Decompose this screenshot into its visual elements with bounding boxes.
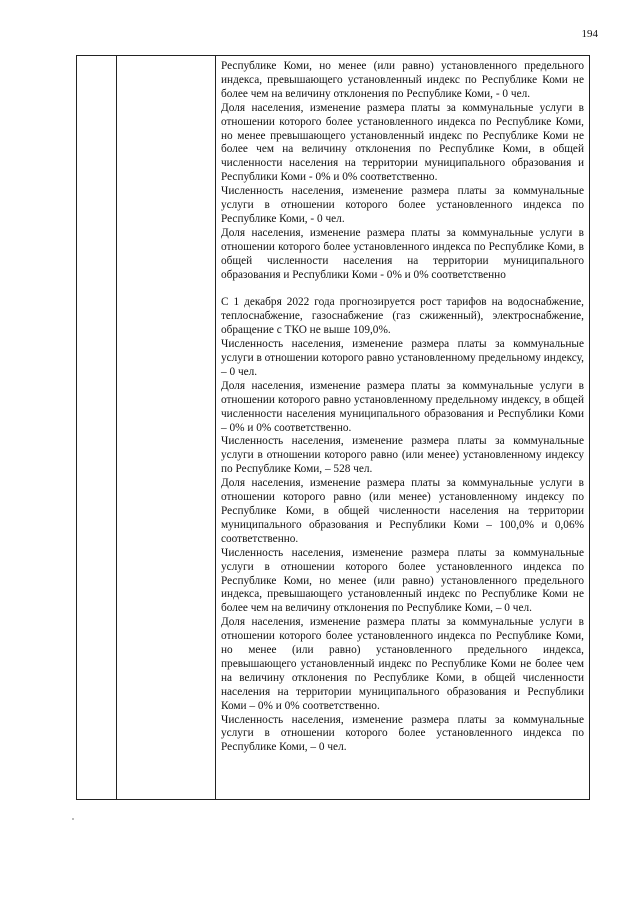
paragraph: Численность населения, изменение размера платы за коммунальные услуги в отношении которого равно (или менее) установленному индексу по Республике Коми, – 528 чел. (221, 435, 584, 476)
paragraph: Доля населения, изменение размера платы за коммунальные услуги в отношении которого равно установленному предельному индексу, в общей численности населения муниципального образования и Республики Коми – 0% и 0% соответственно. (221, 379, 584, 434)
paragraph: Численность населения, изменение размера платы за коммунальные услуги в отношении которого равно установленному предельному индексу, – 0 чел. (221, 338, 584, 378)
paragraph: Доля населения, изменение размера платы за коммунальные услуги в отношении которого более установленного индекса по Республике Коми, в общей численности населения на территории муниципального образования и Республики Коми - 0% и 0% соответственно (221, 226, 584, 281)
paragraph: Численность населения, изменение размера платы за коммунальные услуги в отношении которого более установленного индекса по Республике Коми, - 0 чел. (221, 185, 584, 225)
table-text-cell (221, 60, 584, 755)
paragraph: Доля населения, изменение размера платы за коммунальные услуги в отношении которого равно (или менее) установленному индексу по Республике Коми, в общей численности населения на территории муниципального образования и Республики Коми – 100,0% и 0,06% соответственно. (221, 477, 584, 545)
paragraph: Доля населения, изменение размера платы за коммунальные услуги в отношении которого более установленного индекса по Республике Коми, но менее превышающего установленный индекс по Республике Коми не более чем на величину отклонения по Республике Коми, в общей численности населения на территории муниципального образования и Республики Коми - 0% и 0% соответственно. (221, 101, 584, 184)
table-column-divider (116, 56, 117, 799)
paragraph: Доля населения, изменение размера платы за коммунальные услуги в отношении которого более установленного индекса по Республике Коми, но менее (или равно) установленного предельного индекса, превышающего установленный индекс по Республике Коми не более чем на величину отклонения по Республике Коми, в общей численности населения на территории муниципального образования и Республики Коми – 0% и 0% соответственно. (221, 616, 584, 712)
paragraph: Численность населения, изменение размера платы за коммунальные услуги в отношении которого более установленного индекса по Республике Коми, но менее (или равно) установленного предельного индекса, превышающего установленный индекс по Республике Коми не более чем на величину отклонения по Республике Коми, – 0 чел. (221, 546, 584, 615)
paragraph: Республике Коми, но менее (или равно) установленного предельного индекса, превышающего установленный индекс по Республике Коми не более чем на величину отклонения по Республике Коми, - 0 чел. (221, 60, 584, 100)
document-table (76, 55, 590, 800)
page-number: 194 (581, 28, 598, 40)
paragraph: Численность населения, изменение размера платы за коммунальные услуги в отношении которого более установленного индекса по Республике Коми, – 0 чел. (221, 713, 584, 754)
scan-artifact (72, 818, 74, 820)
paragraph: С 1 декабря 2022 года прогнозируется рост тарифов на водоснабжение, теплоснабжение, газоснабжение (газ сжиженный), электроснабжение, обращение с ТКО не выше 109,0%. (221, 296, 584, 337)
table-column-divider (215, 56, 216, 799)
